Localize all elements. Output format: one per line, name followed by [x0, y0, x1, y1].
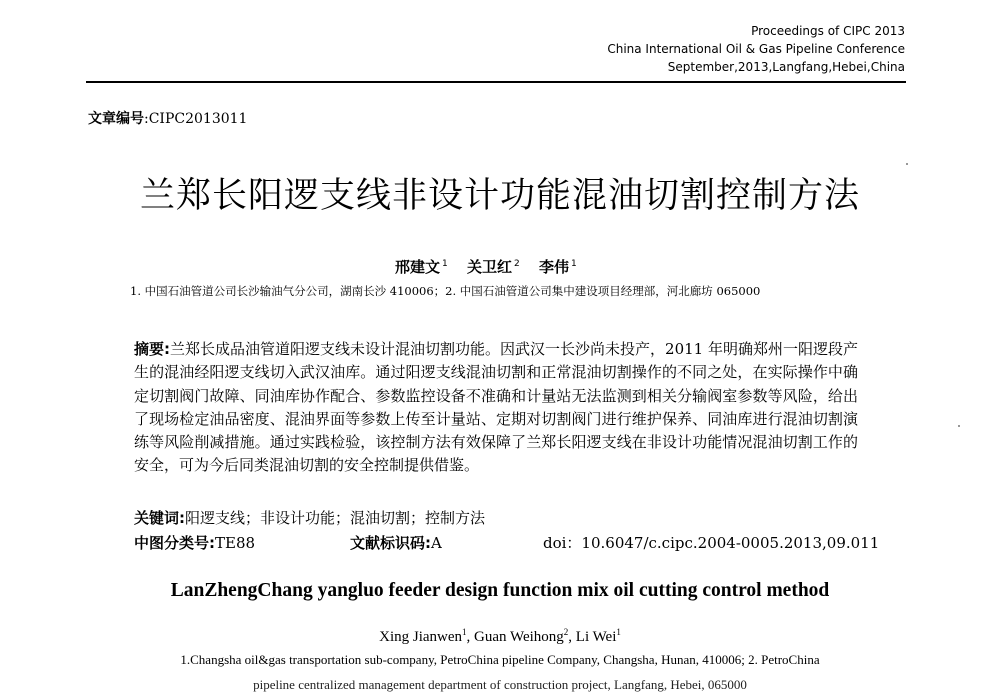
author-name: Guan Weihong: [474, 629, 564, 645]
keywords-label: 关键词:: [134, 509, 185, 527]
doi: doi：10.6047/c.cipc.2004-0005.2013,09.011: [543, 534, 880, 552]
affiliation-en-continued: pipeline centralized management department of construction project, Langfang, Hebei, 065000: [253, 677, 747, 692]
clc-label: 中图分类号:: [134, 534, 215, 552]
author-en-1: Xing Jianwen$^1$,: [379, 627, 475, 645]
scan-speck: [906, 163, 908, 165]
author-name: Li Wei: [575, 629, 617, 645]
author-aff: 2: [563, 627, 569, 637]
conference-date-location: September,2013,Langfang,Hebei,China: [667, 60, 905, 74]
conference-title: Proceedings of CIPC 2013: [751, 24, 905, 38]
abstract: [134, 338, 858, 478]
article-number-value: :CIPC2013011: [144, 111, 248, 127]
author-aff: 1: [442, 259, 448, 269]
author-cn-2: [467, 258, 520, 276]
author-aff: 1: [462, 627, 467, 637]
article-number: [88, 108, 247, 128]
author-name: Xing Jianwen: [379, 629, 463, 645]
author-name: 李伟: [538, 258, 569, 276]
page-title: 兰郑长阳逻支线非设计功能混油切割控制方法: [139, 176, 860, 216]
classification-row: [134, 532, 880, 554]
authors-cn: [395, 256, 591, 277]
affiliation-en: 1.Changsha oil&gas transportation sub-company, PetroChina pipeline Company, Changsha, Hunan, 410006; 2. PetroChina: [180, 652, 820, 667]
author-aff: 1: [616, 627, 621, 637]
author-aff: 2: [514, 259, 520, 269]
author-cn-3: [539, 258, 577, 276]
title-en: LanZhengChang yangluo feeder design function mix oil cutting control method: [170, 580, 830, 601]
doc-value: A: [431, 534, 442, 552]
document-code: [350, 532, 442, 553]
keywords: [134, 507, 485, 528]
author-name: 邢建文: [395, 258, 441, 276]
doc-label: 文献标识码:: [350, 534, 431, 552]
author-name: 关卫红: [466, 258, 512, 276]
author-en-3: [576, 629, 621, 645]
clc-number: [134, 532, 255, 553]
abstract-text: 兰郑长成品油管道阳逻支线未设计混油切割功能。因武汉一长沙尚未投产，2011 年明确郑州一阳逻段产生的混油经阳逻支线切入武汉油库。通过阳逻支线混油切割和正常混油切割操作的不同之处，在实际操作中确定切割阀门故障、同油库协作配合、参数监控设备不准确和计量站无法监测到相关分输阀室参数等风险，给出了现场检定油品密度、混油界面等参数上传至计量站、定期对切割阀门进行维护保养、同油库进行混油切割演练等风险削减措施。通过实践检验，该控制方法有效保障了兰郑长阳逻支线在非设计功能情况混油切割工作的安全，可为今后同类混油切割的安全控制提供借鉴。: [134, 340, 859, 475]
conference-full-name: China International Oil & Gas Pipeline Conference: [607, 42, 905, 56]
clc-value: TE88: [215, 534, 256, 552]
scan-speck: [958, 425, 960, 427]
author-aff: 1: [570, 259, 577, 269]
authors-en: [0, 627, 1000, 646]
author-cn-1: [395, 258, 448, 276]
keywords-text: 阳逻支线；非设计功能；混油切割；控制方法: [185, 509, 486, 527]
abstract-label: 摘要:: [134, 340, 171, 358]
affiliation-cn: 1. 中国石油管道公司长沙输油气分公司，湖南长沙 410006；2. 中国石油管道公司集中建设项目经理部，河北廊坊 065000: [130, 284, 761, 298]
article-number-label: 文章编号: [88, 111, 144, 127]
header-rule: [86, 81, 906, 83]
author-en-2: Guan Weihong$^2$,: [474, 627, 576, 645]
